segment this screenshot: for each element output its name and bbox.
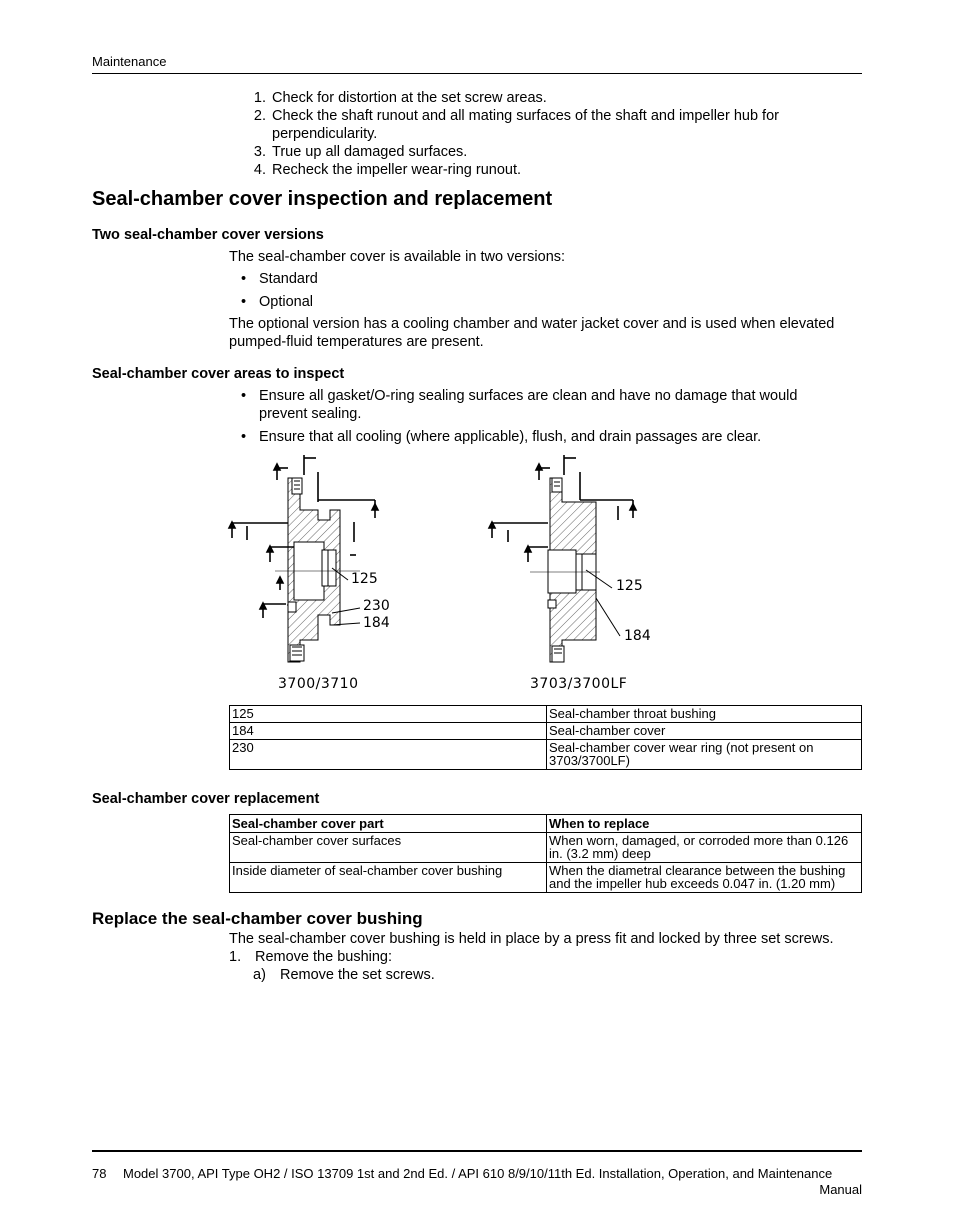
- parts-table: [229, 705, 862, 770]
- list-item: [246, 107, 846, 143]
- list-item: [241, 270, 861, 288]
- list-item: [241, 387, 861, 423]
- step-number: 1.: [253, 90, 266, 106]
- callout-125-left: 125: [351, 571, 378, 587]
- substep-text: Remove the set screws.: [280, 967, 435, 983]
- list-item: [246, 161, 846, 179]
- callout-230: 230: [363, 598, 390, 614]
- subheading-replacement: Seal-chamber cover replacement: [92, 791, 320, 807]
- left-cross-section: [275, 478, 360, 662]
- table-cell: Seal-chamber cover surfaces: [230, 833, 547, 863]
- versions-intro: The seal-chamber cover is available in two versions:: [229, 249, 566, 265]
- section-title: Seal-chamber cover inspection and replacement: [92, 188, 553, 210]
- step-number: 1.: [229, 949, 242, 965]
- bullet-text: Optional: [259, 294, 314, 310]
- table-cell: Seal-chamber cover: [547, 723, 862, 740]
- step-text: Remove the bushing:: [255, 949, 393, 965]
- footer-rule: [92, 1150, 862, 1152]
- step-text: True up all damaged surfaces.: [272, 144, 468, 160]
- table-row: [230, 863, 862, 893]
- bullet-dot: •: [241, 429, 247, 445]
- footer-title-cont: Manual: [819, 1182, 862, 1197]
- bushing-intro: The seal-chamber cover bushing is held in place by a press fit and locked by three set screws.: [229, 931, 834, 947]
- footer-title: Model 3700, API Type OH2 / ISO 13709 1st and 2nd Ed. / API 610 8/9/10/11th Ed. Installation, Operation, and Maintenance: [123, 1166, 833, 1181]
- bullet-dot: •: [241, 271, 247, 287]
- figure-caption-left: 3700/3710: [278, 676, 359, 692]
- page-number: 78: [92, 1166, 107, 1181]
- table-cell: When the diametral clearance between the bushing and the impeller hub exceeds 0.047 in. (1.20 mm): [547, 863, 862, 893]
- step-text: Check the shaft runout and all mating surfaces of the shaft and impeller hub for perpendicularity.: [272, 108, 779, 142]
- column-header: Seal-chamber cover part: [230, 815, 547, 833]
- table-row: [230, 740, 862, 770]
- list-item: [246, 143, 846, 161]
- seal-chamber-drawing: [220, 450, 670, 700]
- table-row: [230, 833, 862, 863]
- table-cell: When worn, damaged, or corroded more than 0.126 in. (3.2 mm) deep: [547, 833, 862, 863]
- substep-label: a): [253, 967, 266, 983]
- step-text: Recheck the impeller wear-ring runout.: [272, 162, 522, 178]
- bullet-dot: •: [241, 388, 247, 404]
- subheading-versions: Two seal-chamber cover versions: [92, 227, 324, 243]
- table-cell: Seal-chamber throat bushing: [547, 706, 862, 723]
- running-header: Maintenance: [92, 54, 167, 69]
- table-row: [230, 706, 862, 723]
- bullet-text: Ensure all gasket/O-ring sealing surfaces are clean and have no damage that would prevent sealing.: [259, 388, 798, 422]
- table-cell: 230: [230, 740, 547, 770]
- table-cell: 184: [230, 723, 547, 740]
- right-cross-section: [530, 478, 600, 662]
- column-header: When to replace: [547, 815, 862, 833]
- list-item: [246, 89, 846, 107]
- callout-184-right: 184: [624, 628, 651, 644]
- callout-125-right: 125: [616, 578, 643, 594]
- list-item: [241, 428, 861, 446]
- list-item: [241, 293, 861, 311]
- subheading-bushing: Replace the seal-chamber cover bushing: [92, 909, 423, 928]
- step-text: Check for distortion at the set screw areas.: [272, 90, 547, 106]
- callout-184-left: 184: [363, 615, 390, 631]
- step-number: 3.: [253, 144, 266, 160]
- seal-chamber-figure: [220, 450, 670, 700]
- table-cell: Inside diameter of seal-chamber cover bushing: [230, 863, 547, 893]
- subheading-inspect: Seal-chamber cover areas to inspect: [92, 366, 345, 382]
- table-cell: 125: [230, 706, 547, 723]
- replacement-table: [229, 814, 862, 893]
- bullet-text: Standard: [259, 271, 318, 287]
- bullet-text: Ensure that all cooling (where applicable), flush, and drain passages are clear.: [259, 429, 762, 445]
- table-cell: Seal-chamber cover wear ring (not present on 3703/3700LF): [547, 740, 862, 770]
- table-row: [230, 723, 862, 740]
- header-rule: [92, 73, 862, 74]
- step-number: 2.: [253, 108, 266, 124]
- step-number: 4.: [253, 162, 266, 178]
- figure-caption-right: 3703/3700LF: [530, 676, 628, 692]
- table-header-row: [230, 815, 862, 833]
- versions-note: The optional version has a cooling chamber and water jacket cover and is used when elevated pumped-fluid temperatures are present.: [229, 316, 835, 350]
- bullet-dot: •: [241, 294, 247, 310]
